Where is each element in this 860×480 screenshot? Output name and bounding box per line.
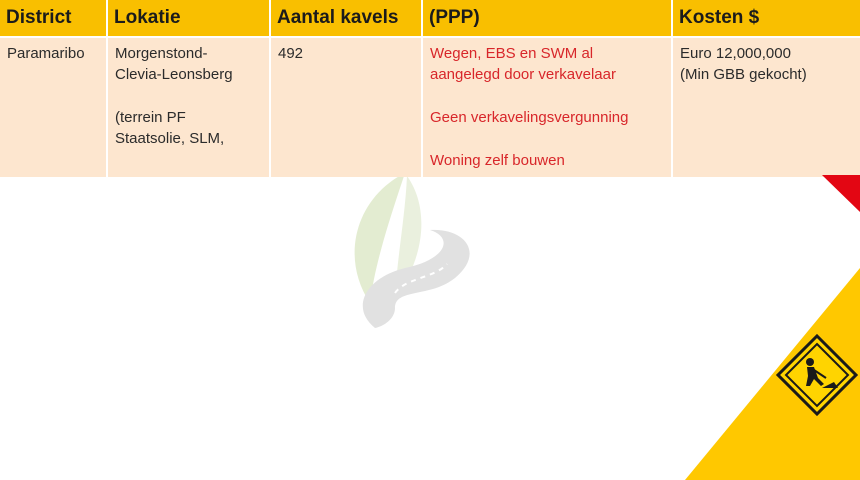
lokatie-line-2: Clevia-Leonsberg [115,66,233,83]
header-ppp: (PPP) [422,0,672,37]
lokatie-note-line-1: (terrein PF [115,109,186,126]
table-row [0,37,860,177]
ppp-item: Woning zelf bouwen [430,152,565,169]
yellow-corner-triangle [685,268,860,480]
cell-lokatie [107,37,270,177]
header-kosten: Kosten $ [672,0,860,37]
lokatie-note [115,107,262,149]
aantal-kavels-value: 492 [278,45,304,62]
ppp-item: Geen verkavelingsvergunning [430,109,629,126]
ppp-item [430,43,664,85]
cell-aantal-kavels [270,37,422,177]
lokatie-note-line-2: Staatsolie, SLM, [115,130,225,147]
header-lokatie: Lokatie [107,0,270,37]
kosten-line-2: (Min GBB gekocht) [680,66,807,83]
table-header-row [0,0,860,37]
header-district: District [0,0,107,37]
cell-district [0,37,107,177]
cell-kosten [672,37,860,177]
district-value: Paramaribo [7,45,85,62]
lokatie-line-1: Morgenstond- [115,45,208,62]
red-corner-triangle [822,175,860,212]
project-table [0,0,860,177]
road-work-sign-icon [778,336,856,414]
lokatie-name [115,43,262,85]
cell-ppp [422,37,672,177]
ppp-item-1-line-2: aangelegd door verkavelaar [430,66,616,83]
header-aantal-kavels: Aantal kavels [270,0,422,37]
ppp-item-1-line-1: Wegen, EBS en SWM al [430,45,594,62]
kosten-line-1: Euro 12,000,000 [680,45,791,62]
leaf-road-logo-icon [335,168,535,338]
